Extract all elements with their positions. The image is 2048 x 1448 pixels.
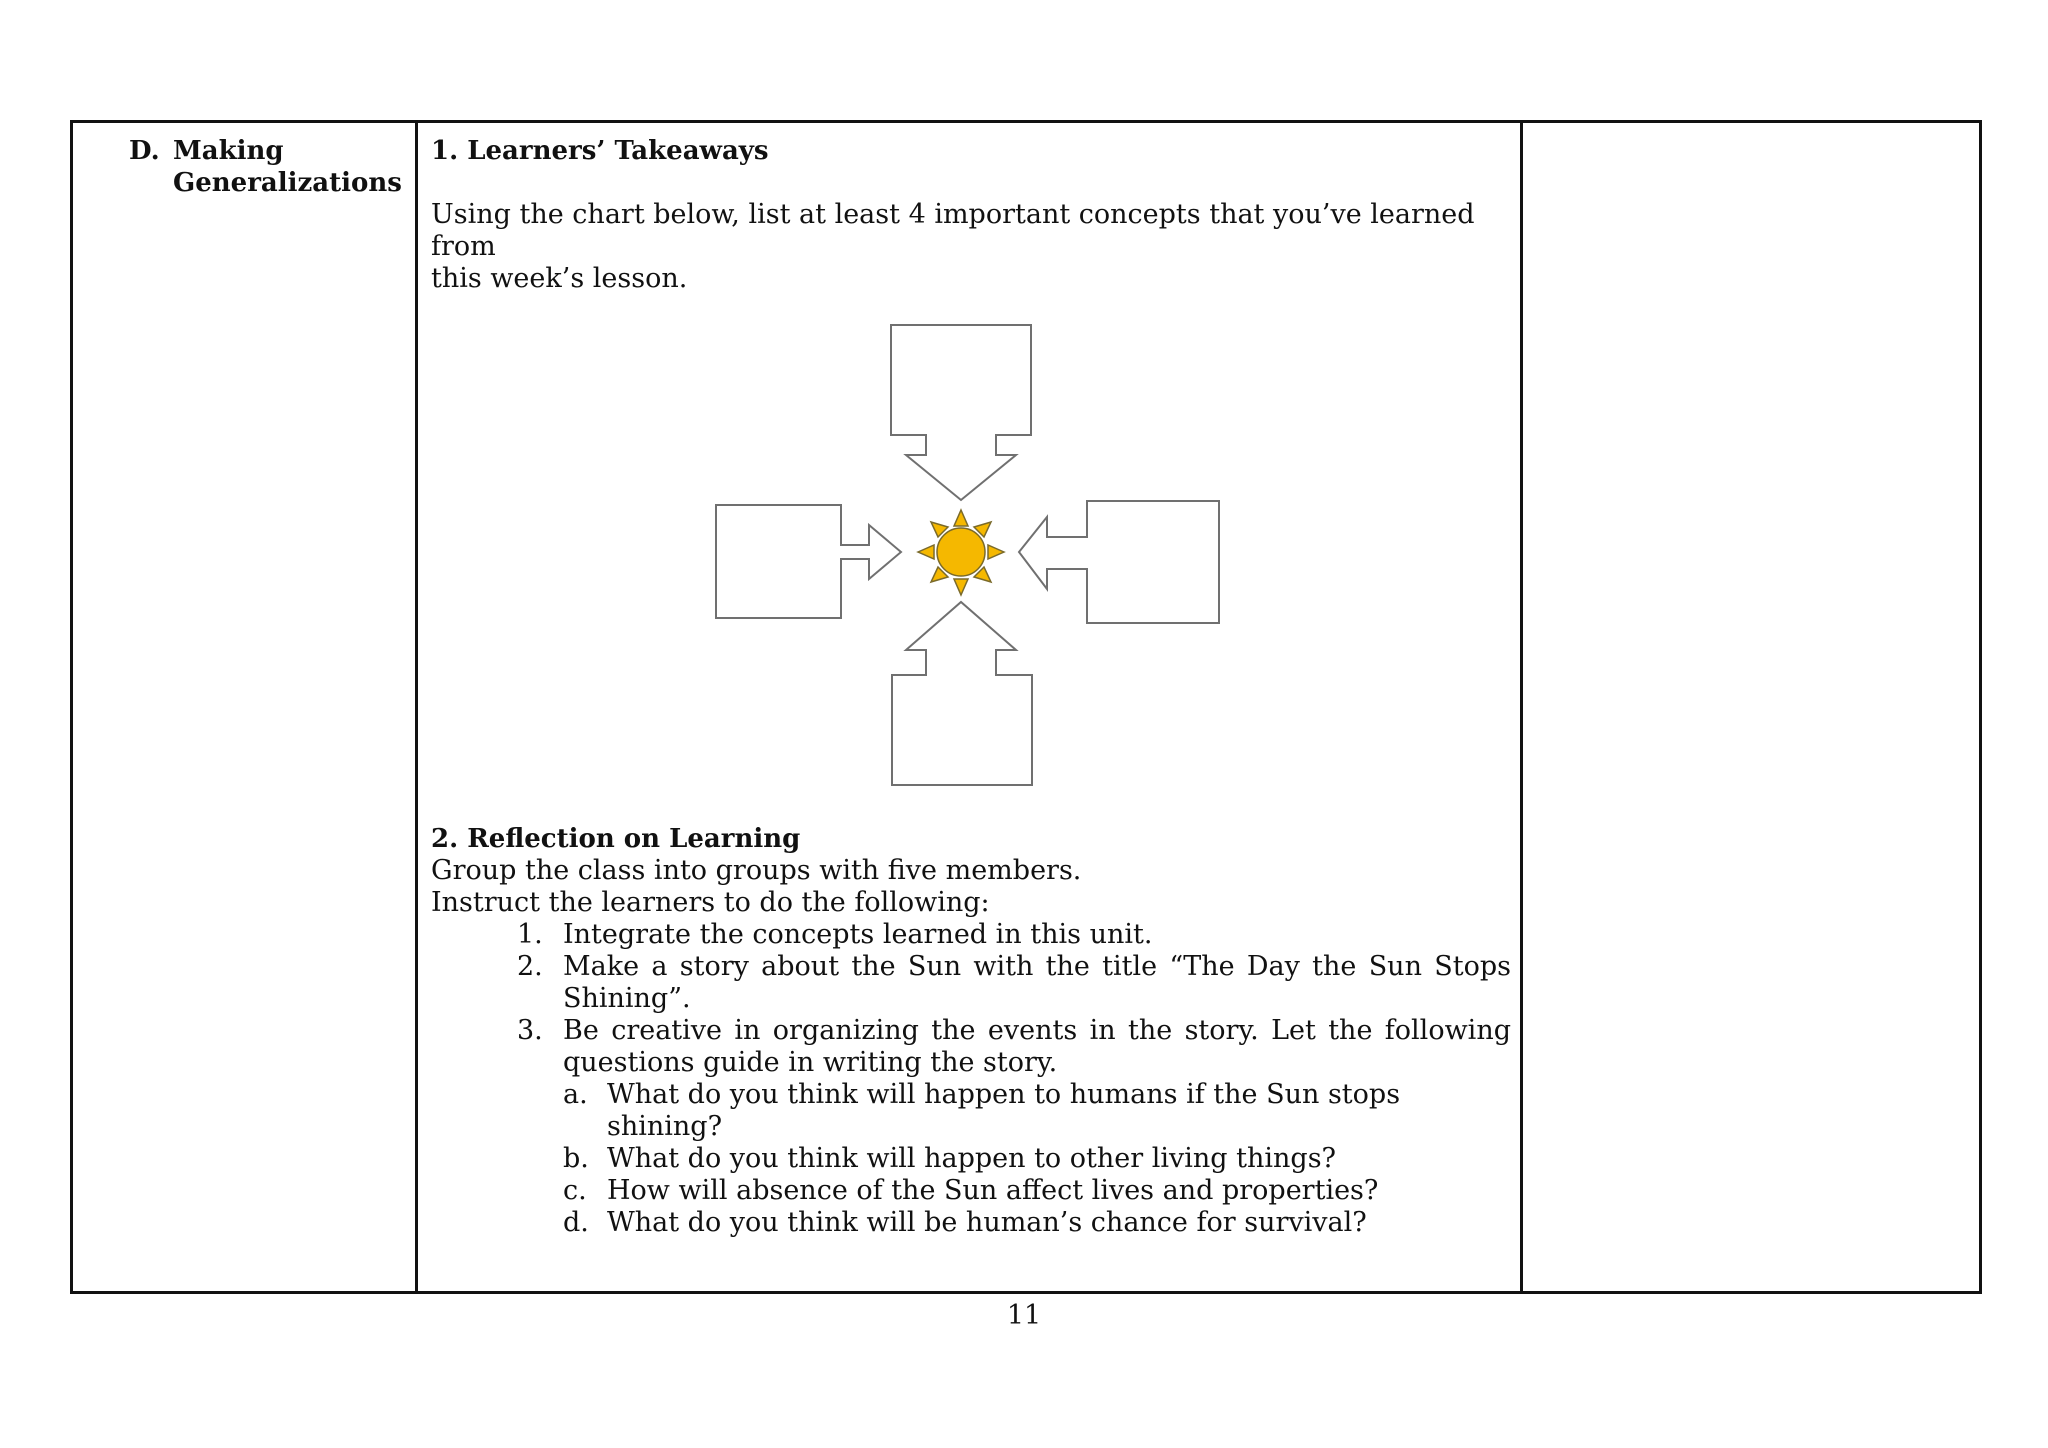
column-divider xyxy=(415,123,418,1291)
instruction-line2: this week’s lesson. xyxy=(431,263,688,294)
question-letter: b. xyxy=(563,1143,589,1174)
list-text-continued: Shining”. xyxy=(563,983,691,1014)
takeaways-diagram xyxy=(431,305,1511,805)
section-title-line2: Generalizations xyxy=(173,168,402,198)
top-arrow-box xyxy=(891,325,1031,500)
list-item xyxy=(431,1015,1511,1079)
question-text: How will absence of the Sun affect lives and properties? xyxy=(607,1175,1379,1206)
list-text-continued: questions guide in writing the story. xyxy=(563,1047,1058,1078)
section-letter: D. xyxy=(129,136,160,166)
takeaways-instruction xyxy=(431,199,1511,295)
bottom-arrow-box xyxy=(892,602,1032,785)
instruction-line1: Using the chart below, list at least 4 important concepts that you’ve learned from xyxy=(431,199,1475,262)
list-text: Integrate the concepts learned in this unit. xyxy=(563,919,1153,950)
question-letter: c. xyxy=(563,1175,587,1206)
left-arrow-box xyxy=(716,505,901,618)
question-text: What do you think will be human’s chance for survival? xyxy=(607,1207,1367,1238)
question-item xyxy=(431,1175,1511,1207)
question-text: What do you think will happen to other living things? xyxy=(607,1143,1337,1174)
list-item xyxy=(431,951,1511,1015)
list-text: Make a story about the Sun with the title “The Day the Sun Stops xyxy=(563,951,1511,982)
question-text: What do you think will happen to humans if the Sun stops shining? xyxy=(607,1079,1401,1142)
question-item xyxy=(431,1143,1511,1175)
reflection-heading: 2. Reflection on Learning xyxy=(431,824,801,854)
lesson-table xyxy=(70,120,1982,1294)
page-number: 11 xyxy=(1006,1300,1042,1331)
question-letter: a. xyxy=(563,1079,588,1110)
right-arrow-box xyxy=(1019,501,1219,623)
question-item xyxy=(431,1207,1511,1239)
takeaways-heading: 1. Learners’ Takeaways xyxy=(431,136,769,166)
section-title-line1: Making xyxy=(173,136,284,166)
reflection-line1: Group the class into groups with five members. xyxy=(431,855,1082,886)
list-text: Be creative in organizing the events in the story. Let the following xyxy=(563,1015,1511,1046)
reflection-section xyxy=(431,823,1511,1239)
question-item xyxy=(431,1079,1511,1143)
section-title xyxy=(173,135,413,199)
question-letter: d. xyxy=(563,1207,589,1238)
list-number: 1. xyxy=(517,919,543,950)
list-number: 3. xyxy=(517,1015,543,1046)
sun-icon xyxy=(918,510,1004,595)
list-item xyxy=(431,919,1511,951)
column-divider xyxy=(1520,123,1523,1291)
reflection-line2: Instruct the learners to do the following: xyxy=(431,887,990,918)
list-number: 2. xyxy=(517,951,543,982)
